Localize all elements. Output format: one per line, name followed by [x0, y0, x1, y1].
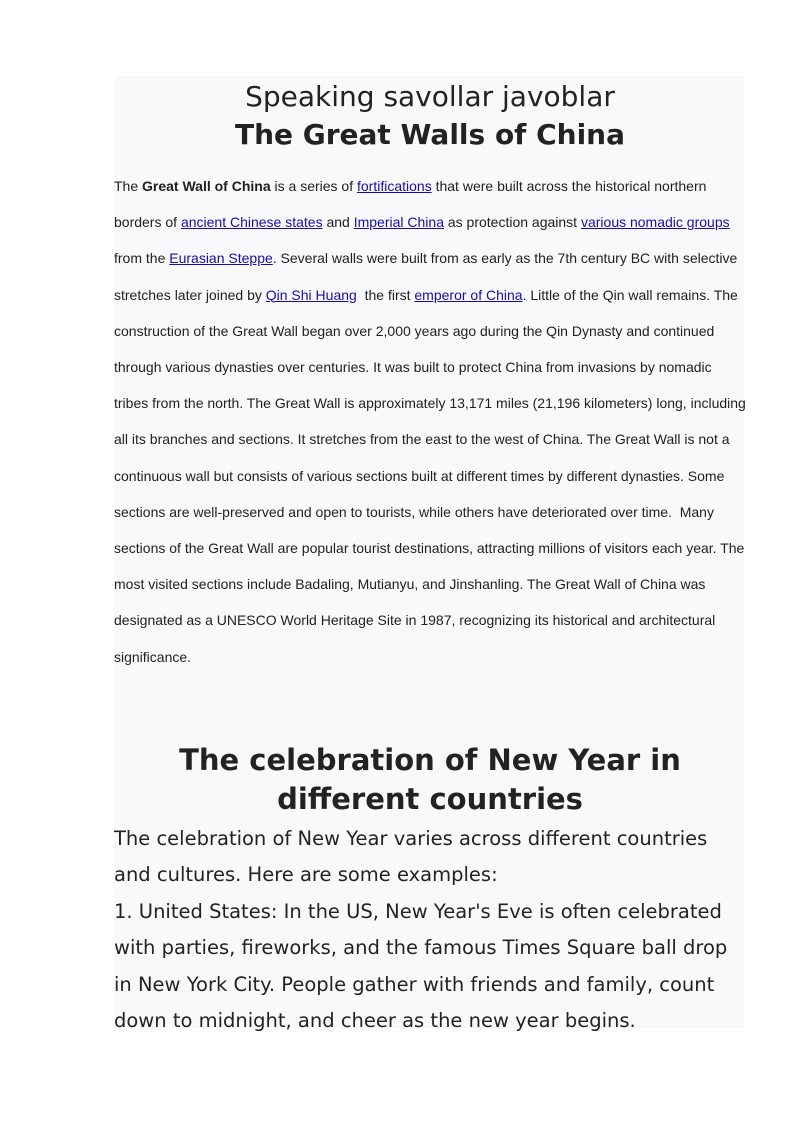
text: . Little of the Qin wall remains. The construction of the Great Wall began over 2,000 years ago during the Qin Dynasty and continued through various dynasties over centuries. It was built to protect China from invasions by nomadic tribes from the north. The Great Wall is approximately 13,171 miles (21,196 kilometers) long, including all its branches and sections. It stretches from the east to the west of China. The Great Wall is not a continuous wall but consists of various sections built at different times by different dynasties. Some sections are well-preserved and open to tourists, while others have deteriorated over time. Many sections of the Great Wall are popular tourist destinations, attracting millions of visitors each year. The most visited sections include Badaling, Mutianyu, and Jinshanling. The Great Wall of China was designated as a UNESCO World Heritage Site in 1987, recognizing its historical and architectural significance.: [114, 286, 750, 665]
text: that were built across the historical northern borders of: [114, 178, 707, 231]
list-item: 1. United States: In the US, New Year's Eve is often celebrated with parties, fireworks, and the famous Times Square ball drop in New York City. People gather with friends and family, count down to midnight, and cheer as the new year begins.: [114, 899, 728, 1033]
link-qin-shi-huang[interactable]: Qin Shi Huang: [265, 286, 357, 303]
link-imperial-china[interactable]: Imperial China: [353, 214, 444, 231]
text: from the: [114, 250, 170, 267]
new-year-paragraph: [114, 821, 746, 1040]
document-title: Speaking savollar javoblar: [245, 80, 615, 113]
intro-text: The celebration of New Year varies across different countries and cultures. Here are some examples:: [114, 826, 708, 887]
link-fortifications[interactable]: fortifications: [357, 178, 432, 194]
link-eurasian-steppe[interactable]: Eurasian Steppe: [169, 250, 273, 267]
text: The: [114, 178, 143, 194]
bold-term: Great Wall of China: [142, 178, 271, 194]
link-ancient-chinese-states[interactable]: ancient Chinese states: [180, 214, 323, 231]
text: . Several walls were built from as early as the 7th century BC with selective stretches later joined by: [114, 250, 738, 303]
great-wall-paragraph: [114, 168, 750, 675]
text: as protection against: [443, 214, 581, 231]
document-subtitle: The Great Walls of China: [234, 118, 626, 151]
text: is a series of: [270, 178, 357, 194]
text: and: [322, 214, 354, 231]
document-content: [114, 76, 750, 1040]
document-header: [114, 78, 746, 154]
text: the first: [356, 286, 415, 303]
link-various-nomadic-groups[interactable]: various nomadic groups: [580, 214, 730, 231]
section-heading: The celebration of New Year in different countries: [179, 742, 681, 816]
link-emperor-of-china[interactable]: emperor of China: [414, 286, 523, 303]
